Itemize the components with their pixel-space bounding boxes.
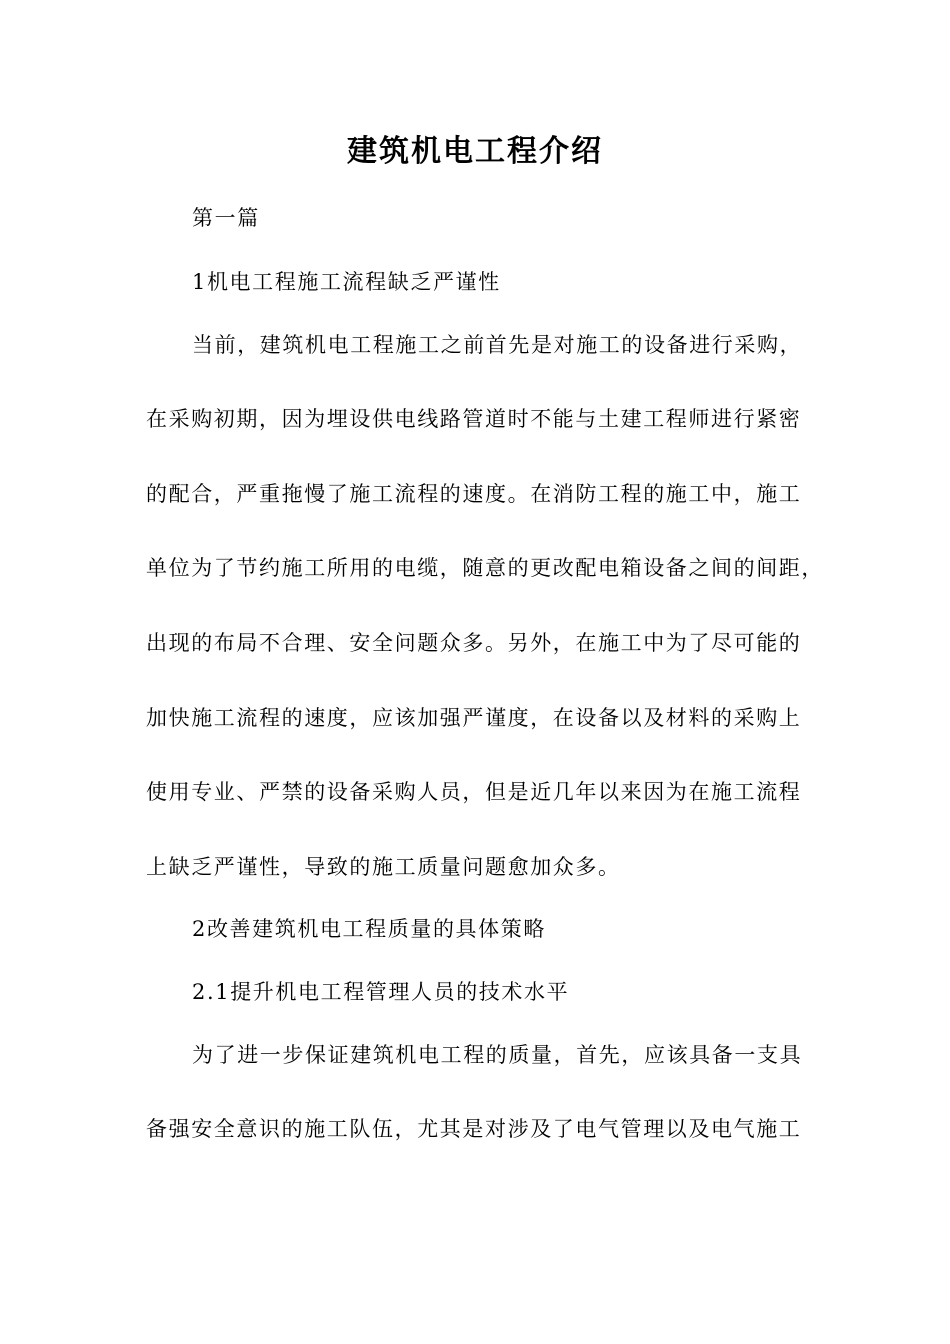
paragraph-line: 备强安全意识的施工队伍，尤其是对涉及了电气管理以及电气施工 [146, 1117, 802, 1141]
paragraph-line: 单位为了节约施工所用的电缆，随意的更改配电箱设备之间的间距， [146, 556, 824, 580]
section-heading: 1机电工程施工流程缺乏严谨性 [192, 270, 501, 294]
section-label: 第一篇 [192, 206, 260, 230]
paragraph-line: 出现的布局不合理、安全问题众多。另外，在施工中为了尽可能的 [146, 631, 802, 655]
paragraph-line: 上缺乏严谨性，导致的施工质量问题愈加众多。 [146, 855, 621, 879]
document-title: 建筑机电工程介绍 [347, 134, 603, 169]
paragraph-line: 的配合，严重拖慢了施工流程的速度。在消防工程的施工中，施工 [146, 482, 802, 506]
paragraph-line: 在采购初期，因为埋设供电线路管道时不能与土建工程师进行紧密 [146, 407, 802, 431]
paragraph-line: 当前，建筑机电工程施工之前首先是对施工的设备进行采购， [192, 333, 803, 357]
section-heading: 2改善建筑机电工程质量的具体策略 [192, 917, 546, 941]
paragraph-line: 为了进一步保证建筑机电工程的质量，首先，应该具备一支具 [192, 1043, 803, 1067]
paragraph-line: 加快施工流程的速度，应该加强严谨度，在设备以及材料的采购上 [146, 706, 802, 730]
paragraph-line: 使用专业、严禁的设备采购人员，但是近几年以来因为在施工流程 [146, 780, 802, 804]
subsection-heading: 2.1提升机电工程管理人员的技术水平 [192, 980, 570, 1004]
